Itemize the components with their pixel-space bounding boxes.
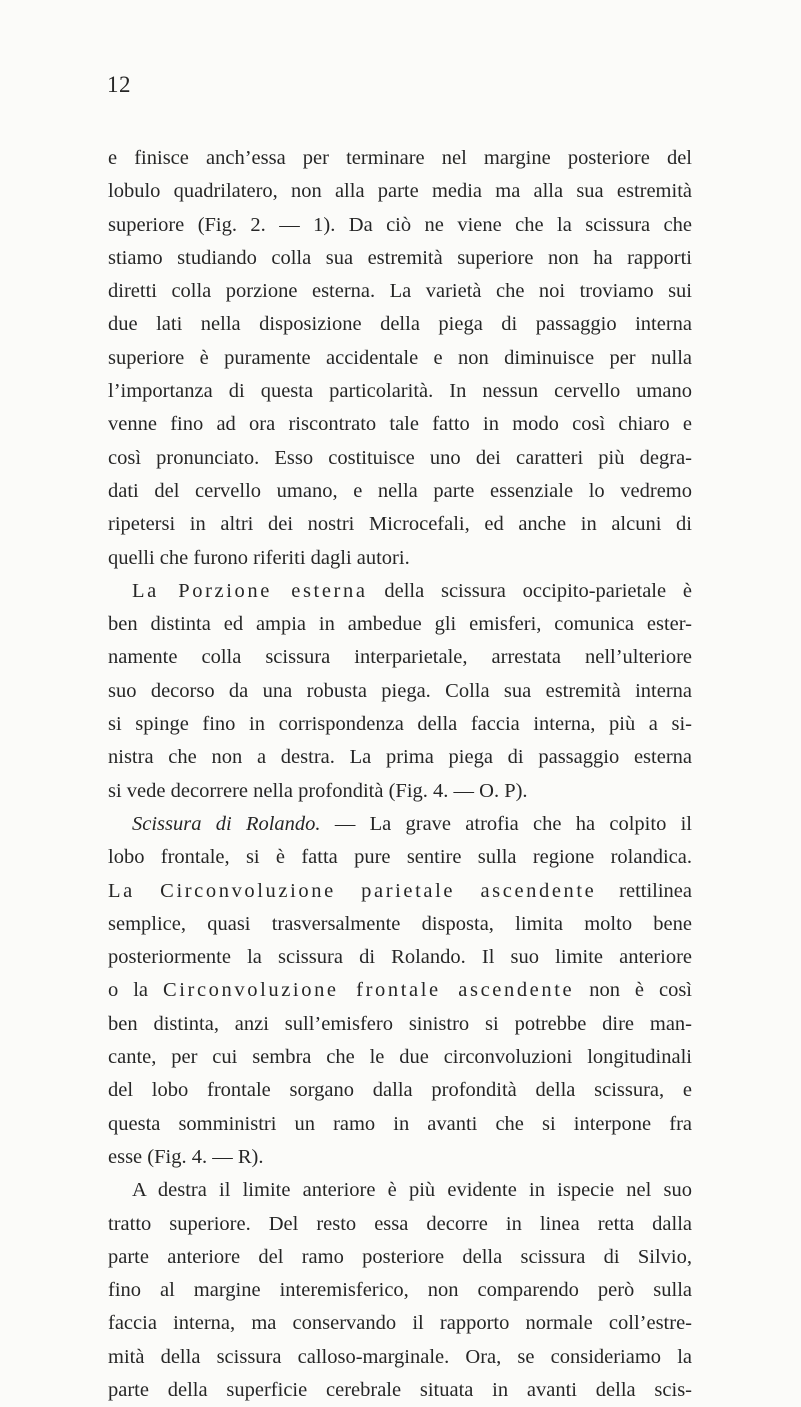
text-line: posteriormente la scissura di Rolando. Il suo limite anteriore (108, 946, 692, 969)
text-line: venne fino ad ora riscontrato tale fatto in modo così chiaro e (108, 413, 692, 436)
text-line: cante, per cui sembra che le due circonvoluzioni longitudinali (108, 1046, 692, 1069)
text-line: parte anteriore del ramo posteriore della scissura di Silvio, (108, 1245, 692, 1268)
text-line: namente colla scissura interparietale, arrestata nell’ulteriore (108, 646, 692, 669)
text-line: del lobo frontale sorgano dalla profondità della scissura, e (108, 1079, 692, 1102)
text-line: si spinge fino in corrispondenza della faccia interna, più a si- (108, 713, 692, 736)
text-line: si vede decorrere nella profondità (Fig. 4. — O. P). (108, 779, 528, 802)
text-line: ben distinta ed ampia in ambedue gli emisferi, comunica ester- (108, 613, 692, 636)
text-line: ben distinta, anzi sull’emisfero sinistro si potrebbe dire man- (108, 1012, 692, 1035)
text-line: così pronunciato. Esso costituisce uno dei caratteri più degra- (108, 446, 692, 469)
text-line: semplice, quasi trasversalmente disposta, limita molto bene (108, 912, 692, 935)
text-line: superiore è puramente accidentale e non diminuisce per nulla (108, 346, 692, 369)
text-line (108, 974, 692, 1007)
text-line: mità della scissura calloso-marginale. Ora, se consideriamo la (108, 1345, 692, 1368)
text-line: lobo frontale, si è fatta pure sentire sulla regione rolandica. (108, 846, 692, 869)
text-line: A destra il limite anteriore è più evidente in ispecie nel suo (132, 1179, 692, 1202)
page-number: 12 (107, 72, 131, 97)
text-line: tratto superiore. Del resto essa decorre in linea retta dalla (108, 1212, 692, 1235)
text-line: dati del cervello umano, e nella parte essenziale lo vedremo (108, 479, 692, 502)
text-line (108, 808, 692, 841)
text-line: faccia interna, ma conservando il rapporto normale coll’estre- (108, 1312, 692, 1335)
spaced-term: Circonvoluzione frontale ascendente (162, 979, 575, 1002)
text-run: rettilinea (596, 879, 692, 902)
text-line: e finisce anch’essa per terminare nel margine posteriore del (108, 147, 692, 169)
spaced-term: La Circonvoluzione parietale ascendente (108, 879, 597, 902)
text-line: questa somministri un ramo in avanti che si interpone fra (108, 1112, 692, 1135)
text-line: suo decorso da una robusta piega. Colla sua estremità interna (108, 679, 692, 702)
text-line: due lati nella disposizione della piega di passaggio interna (108, 313, 692, 336)
text-line: fino al margine interemisferico, non comparendo però sulla (108, 1279, 692, 1302)
spaced-term: La Porzione esterna (132, 579, 368, 602)
text-line: lobulo quadrilatero, non alla parte media ma alla sua estremità (108, 180, 692, 203)
text-line: l’importanza di questa particolarità. In nessun cervello umano (108, 380, 692, 403)
text-line: parte della superficie cerebrale situata in avanti della scis- (108, 1378, 692, 1401)
text-line (108, 875, 692, 908)
text-line: nistra che non a destra. La prima piega di passaggio esterna (108, 746, 692, 769)
text-run: o la (108, 979, 163, 1002)
text-run: — La grave atrofia che ha colpito il (320, 812, 692, 835)
text-run: della scissura occipito-parietale è (367, 579, 692, 602)
section-heading: Scissura di Rolando. (132, 812, 321, 835)
text-line: stiamo studiando colla sua estremità superiore non ha rapporti (108, 246, 692, 269)
text-line: superiore (Fig. 2. — 1). Da ciò ne viene che la scissura che (108, 213, 692, 236)
page-text (108, 142, 692, 1407)
text-line: esse (Fig. 4. — R). (108, 1145, 264, 1168)
text-line: quelli che furono riferiti dagli autori. (108, 546, 410, 569)
text-line: diretti colla porzione esterna. La varietà che noi troviamo sui (108, 280, 692, 303)
text-line: ripetersi in altri dei nostri Microcefali, ed anche in alcuni di (108, 513, 692, 536)
text-line (108, 575, 692, 608)
text-run: non è così (574, 979, 692, 1002)
